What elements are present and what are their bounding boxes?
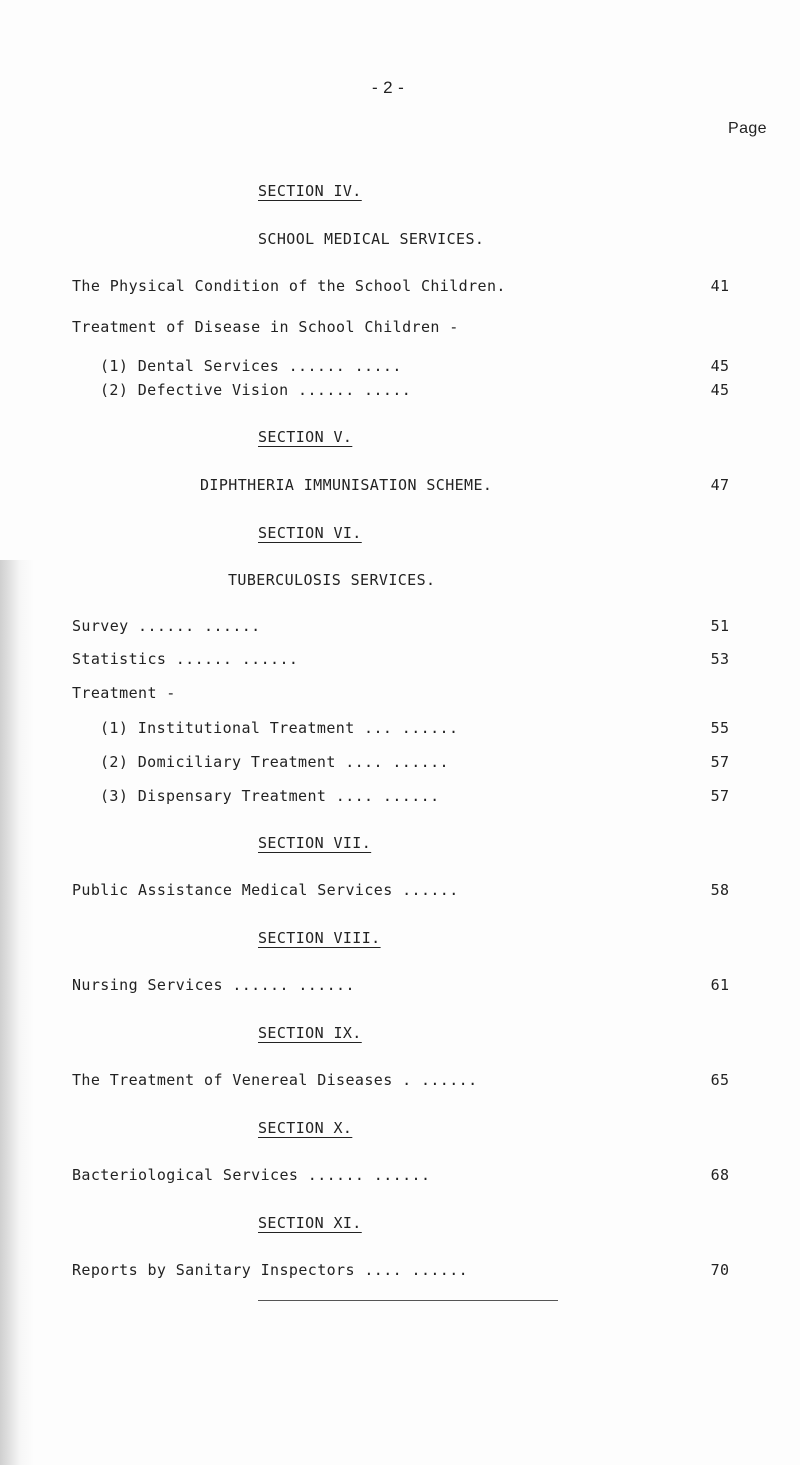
toc-entry-page: 51 xyxy=(710,617,730,635)
toc-entry-label: (3) Dispensary Treatment .... ...... xyxy=(100,787,440,805)
section-iv-subtitle: SCHOOL MEDICAL SERVICES. xyxy=(258,230,485,248)
section-v-title: SECTION V. xyxy=(258,428,353,446)
toc-entry-label: Statistics ...... ...... xyxy=(72,650,299,668)
toc-entry-page: 70 xyxy=(710,1261,730,1279)
page-edge-shadow xyxy=(0,560,34,1465)
toc-entry-page: 57 xyxy=(710,787,730,805)
toc-entry-page: 45 xyxy=(710,357,730,375)
section-vi-title: SECTION VI. xyxy=(258,524,362,542)
toc-entry-label: Nursing Services ...... ...... xyxy=(72,976,355,994)
page-number: - 2 - xyxy=(372,78,405,97)
toc-entry-label: Bacteriological Services ...... ...... xyxy=(72,1166,431,1184)
toc-entry-page: 47 xyxy=(710,476,730,494)
toc-entry-page: 65 xyxy=(710,1071,730,1089)
section-iv-title: SECTION IV. xyxy=(258,182,362,200)
footer-rule xyxy=(258,1300,558,1301)
section-viii-title: SECTION VIII. xyxy=(258,929,381,947)
toc-entry-label: DIPHTHERIA IMMUNISATION SCHEME. xyxy=(200,476,493,494)
section-vi-subtitle: TUBERCULOSIS SERVICES. xyxy=(228,571,436,589)
toc-entry-label: Survey ...... ...... xyxy=(72,617,261,635)
toc-entry-label: The Physical Condition of the School Children. xyxy=(72,277,506,295)
section-x-title: SECTION X. xyxy=(258,1119,353,1137)
toc-entry-page: 45 xyxy=(710,381,730,399)
toc-entry-label: Treatment - xyxy=(72,684,176,702)
toc-entry-label: The Treatment of Venereal Diseases . ...... xyxy=(72,1071,478,1089)
toc-entry-page: 58 xyxy=(710,881,730,899)
toc-entry-page: 55 xyxy=(710,719,730,737)
toc-entry-page: 41 xyxy=(710,277,730,295)
toc-entry-page: 53 xyxy=(710,650,730,668)
page-column-label: Page xyxy=(728,120,767,137)
toc-entry-label: (1) Institutional Treatment ... ...... xyxy=(100,719,459,737)
toc-entry-label: (2) Defective Vision ...... ..... xyxy=(100,381,412,399)
toc-entry-page: 57 xyxy=(710,753,730,771)
toc-entry-label: Public Assistance Medical Services ...... xyxy=(72,881,459,899)
section-xi-title: SECTION XI. xyxy=(258,1214,362,1232)
toc-entry-label: (1) Dental Services ...... ..... xyxy=(100,357,402,375)
toc-entry-label: (2) Domiciliary Treatment .... ...... xyxy=(100,753,449,771)
section-ix-title: SECTION IX. xyxy=(258,1024,362,1042)
toc-entry-page: 68 xyxy=(710,1166,730,1184)
section-vii-title: SECTION VII. xyxy=(258,834,372,852)
toc-entry-page: 61 xyxy=(710,976,730,994)
toc-entry-label: Reports by Sanitary Inspectors .... ...... xyxy=(72,1261,469,1279)
toc-entry-label: Treatment of Disease in School Children - xyxy=(72,318,459,336)
